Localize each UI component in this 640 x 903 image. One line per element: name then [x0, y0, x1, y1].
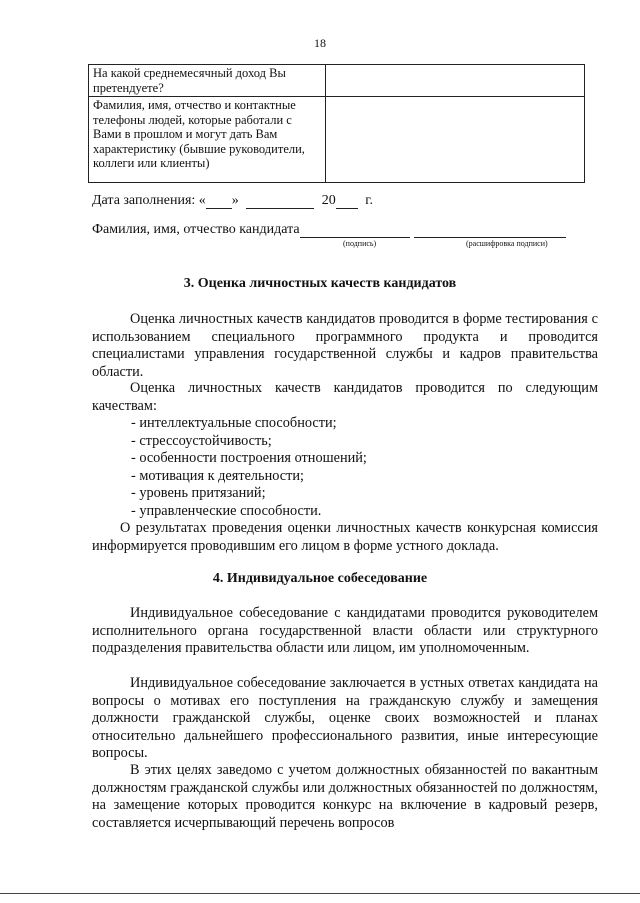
fill-date-year-blank[interactable]: [336, 194, 358, 209]
list-item: - интеллектуальные способности;: [131, 415, 337, 431]
section-3-title: 3. Оценка личностных качеств кандидатов: [183, 276, 457, 291]
candidate-name-label: Фамилия, имя, отчество кандидата: [92, 222, 300, 237]
list-item: - стрессоустойчивость;: [131, 432, 272, 449]
fill-date-label: Дата заполнения: «: [92, 193, 206, 208]
section-3-paragraph-3: О результатах проведения оценки личностных качеств конкурсная комиссия информируется проводившим его лицом в форме устного доклада.: [92, 520, 598, 554]
list-item: - мотивация к деятельности;: [131, 467, 304, 484]
fill-date-year-suffix: г.: [365, 193, 373, 208]
section-4-paragraph-2: Индивидуальное собеседование заключается в устных ответах кандидата на вопросы о мотивах его поступления на гражданскую службу и замещения должности гражданской службы, оценке своих возможностей и планах относительно дальнейшего профессионального развития, иные интересующие вопросы.: [92, 675, 598, 762]
fill-date-close-quote: »: [231, 193, 239, 208]
candidate-name-line: [92, 222, 566, 238]
section-4-paragraph-1: Индивидуальное собеседование с кандидатами проводится руководителем исполнительного органа государственной власти области или структурного подразделения правительства области или лицом, им уполномоченным.: [92, 605, 598, 657]
list-item: - особенности построения отношений;: [131, 450, 367, 467]
signature-blank[interactable]: [300, 223, 410, 238]
table-cell-question: Фамилия, имя, отчество и контактные телефоны людей, которые работали с Вами в прошлом и могут дать Вам характеристику (бывшие руководители, коллеги или клиенты): [89, 97, 326, 183]
candidate-questionnaire-table: [88, 64, 585, 183]
fill-date-line: [92, 193, 373, 209]
list-item: - уровень притязаний;: [131, 485, 266, 502]
table-cell-answer[interactable]: [326, 97, 585, 183]
section-3-paragraph-2: Оценка личностных качеств кандидатов проводится по следующим качествам:: [92, 380, 598, 414]
table-row: [89, 97, 585, 183]
decode-caption: (расшифровка подписи): [466, 239, 548, 248]
qualities-list: [131, 415, 367, 521]
section-4-paragraph-3: В этих целях заведомо с учетом должностных обязанностей по вакантным должностям гражданской службы или должностных обязанностей по должностям, на замещение которых проводится конкурс на включение в кадровый резерв, составляется исчерпывающий перечень вопросов: [92, 762, 598, 831]
table-cell-answer[interactable]: [326, 65, 585, 97]
fill-date-day-blank[interactable]: [206, 194, 232, 209]
signature-decode-blank[interactable]: [414, 223, 566, 238]
table-cell-question: На какой среднемесячный доход Вы претендуете?: [89, 65, 326, 97]
section-3-paragraph-1: Оценка личностных качеств кандидатов проводится в форме тестирования с использованием специального программного продукта и проводится специалистами управления государственной службы и кадров правительства области.: [92, 311, 598, 380]
list-item: - управленческие способности.: [131, 502, 322, 519]
fill-date-month-blank[interactable]: [246, 194, 314, 209]
page-number: 18: [314, 36, 326, 50]
signature-caption: (подпись): [343, 239, 377, 248]
fill-date-year-prefix: 20: [321, 193, 336, 208]
page-bottom-rule: [0, 893, 640, 894]
table-row: [89, 65, 585, 97]
section-4-title: 4. Индивидуальное собеседование: [212, 571, 428, 586]
